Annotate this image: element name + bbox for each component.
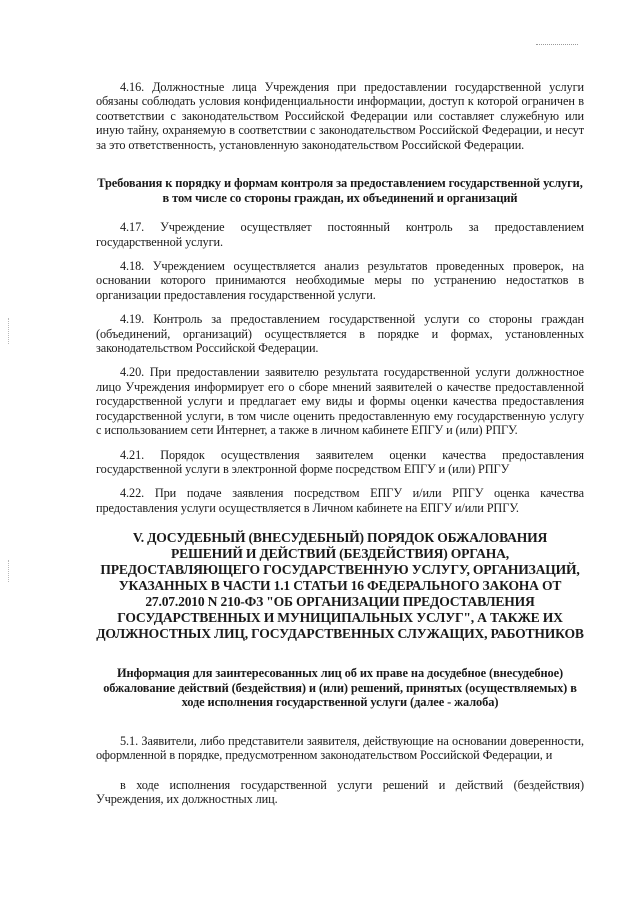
- paragraph-4-19: 4.19. Контроль за предоставлением государственной услуги со стороны граждан (объединений, организаций) осуществляется в порядке и формах, установленных законодательством Российской Федерации.: [96, 312, 584, 356]
- paragraph-4-21: 4.21. Порядок осуществления заявителем оценки качества предоставления государственной услуги в электронной форме посредством ЕПГУ и (или) РПГУ: [96, 447, 584, 476]
- scan-edge-mark: [8, 318, 9, 344]
- section-v-title: V. ДОСУДЕБНЫЙ (ВНЕСУДЕБНЫЙ) ПОРЯДОК ОБЖАЛОВАНИЯ РЕШЕНИЙ И ДЕЙСТВИЙ (БЕЗДЕЙСТВИЯ) ОРГАНА, ПРЕДОСТАВЛЯЮЩЕГО ГОСУДАРСТВЕННУЮ УСЛУГУ, ОРГАНИЗАЦИЙ, УКАЗАННЫХ В ЧАСТИ 1.1 СТАТЬИ 16 ФЕДЕРАЛЬНОГО ЗАКОНА ОТ 27.07.2010 N 210-ФЗ "ОБ ОРГАНИЗАЦИИ ПРЕДОСТАВЛЕНИЯ ГОСУДАРСТВЕННЫХ И МУНИЦИПАЛЬНЫХ УСЛУГ", А ТАКЖЕ ИХ ДОЛЖНОСТНЫХ ЛИЦ, ГОСУДАРСТВЕННЫХ СЛУЖАЩИХ, РАБОТНИКОВ: [96, 530, 584, 642]
- paragraph-4-17: 4.17. Учреждение осуществляет постоянный контроль за предоставлением государственной услуги.: [96, 220, 584, 249]
- paragraph-4-20: 4.20. При предоставлении заявителю результата государственной услуги должностное лицо Учреждения информирует его о сборе мнений заявителей о качестве предоставленной государственной услуги и предлагает ему виды и формы оценки качества предоставления государственной услуги, в том числе оценить предоставленную ему государственную услугу с использованием сети Интернет, а также в личном кабинете ЕПГУ и (или) РПГУ.: [96, 365, 584, 438]
- paragraph-continuation: в ходе исполнения государственной услуги решений и действий (бездействия) Учреждения, их должностных лиц.: [96, 777, 584, 807]
- scan-edge-mark: [8, 560, 9, 582]
- scan-mark: [536, 44, 578, 45]
- info-heading: Информация для заинтересованных лиц об их праве на досудебное (внесудебное) обжалование действий (бездействия) и (или) решений, принятых (осуществляемых) в ходе исполнения государственной услуги (далее - жалоба): [103, 666, 577, 710]
- paragraph-5-1: 5.1. Заявители, либо представители заявителя, действующие на основании доверенности, оформленной в порядке, предусмотренном законодательством Российской Федерации, и: [96, 733, 584, 763]
- paragraph-4-22: 4.22. При подаче заявления посредством ЕПГУ и/или РПГУ оценка качества предоставления услуги осуществляется в Личном кабинете на ЕПГУ и/или РПГУ.: [96, 486, 584, 515]
- document-body: [96, 80, 584, 807]
- control-heading: Требования к порядку и формам контроля за предоставлением государственной услуги, в том числе со стороны граждан, их объединений и организаций: [97, 176, 583, 205]
- paragraph-4-18: 4.18. Учреждением осуществляется анализ результатов проведенных проверок, на основании которого принимаются необходимые меры по устранению недостатков в организации предоставления государственной услуги.: [96, 259, 584, 302]
- paragraph-4-16: 4.16. Должностные лица Учреждения при предоставлении государственной услуги обязаны соблюдать условия конфиденциальности информации, доступ к которой ограничен в соответствии с законодательством Российской Федерации или составляет служебную или иную тайну, охраняемую в соответствии с законодательством Российской Федерации, и несут за это ответственность, установленную законодательством Российской Федерации.: [96, 80, 584, 152]
